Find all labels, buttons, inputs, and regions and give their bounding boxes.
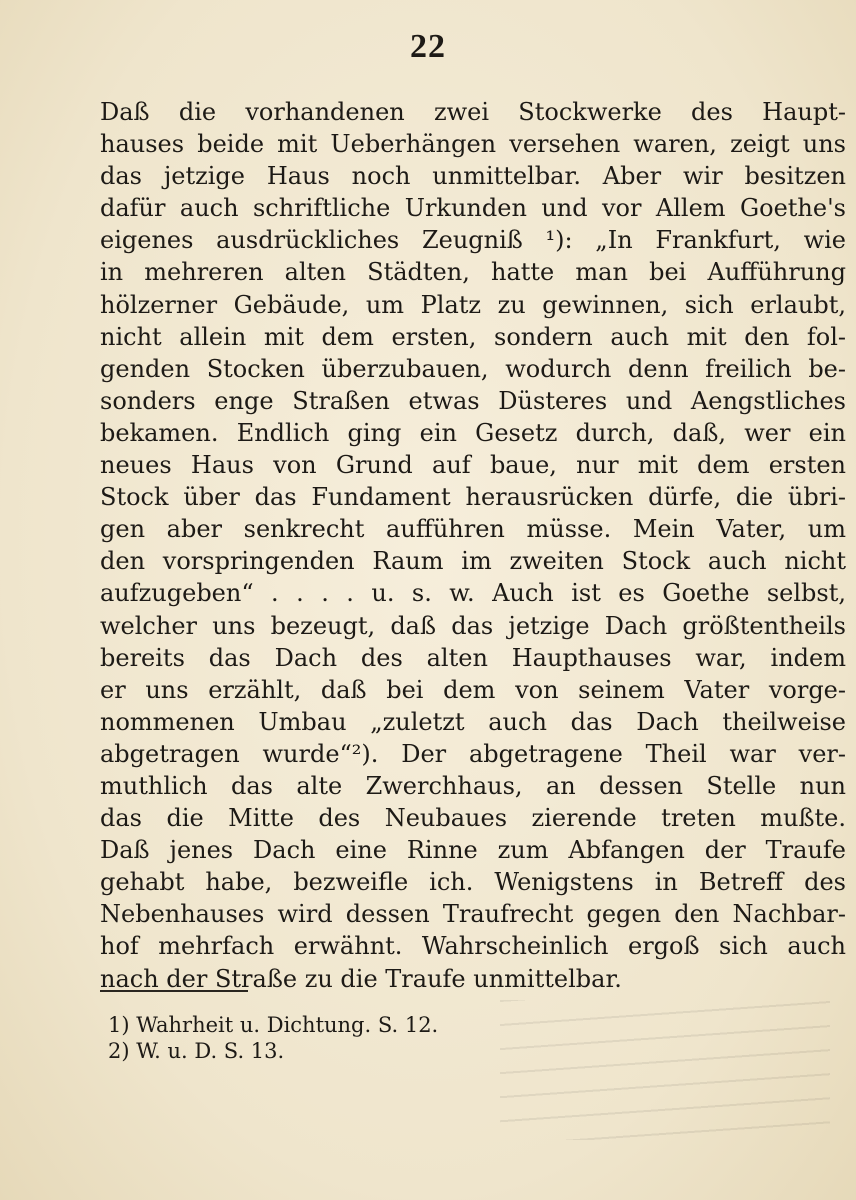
text-line: gen aber senkrecht aufführen müsse. Mein Vater, um (100, 515, 846, 544)
show-through-text (500, 1000, 830, 1140)
text-line: Daß jenes Dach eine Rinne zum Abfangen der Traufe (100, 836, 846, 865)
text-line: gehabt habe, bezweifle ich. Wenigstens in Betreff des (100, 868, 846, 897)
text-line: das jetzige Haus noch unmittelbar. Aber wir besitzen (100, 162, 846, 191)
footnotes (108, 1012, 438, 1064)
text-line: hauses beide mit Ueberhängen versehen waren, zeigt uns (100, 130, 846, 159)
page-number: 22 (410, 28, 446, 65)
text-line: aufzugeben“ . . . . u. s. w. Auch ist es Goethe selbst, (100, 579, 846, 608)
text-line: eigenes ausdrückliches Zeugniß ¹): „In Frankfurt, wie (100, 226, 846, 255)
text-line: neues Haus von Grund auf baue, nur mit dem ersten (100, 451, 846, 480)
text-line: muthlich das alte Zwerchhaus, an dessen Stelle nun (100, 771, 846, 800)
text-line: dafür auch schriftliche Urkunden und vor Allem Goethe's (100, 194, 846, 223)
text-line: hölzerner Gebäude, um Platz zu gewinnen, sich erlaubt, (100, 290, 846, 319)
text-line: Nebenhauses wird dessen Traufrecht gegen den Nachbar- (100, 900, 846, 929)
text-line: Stock über das Fundament herausrücken dürfe, die übri- (100, 483, 846, 512)
text-line: abgetragen wurde“²). Der abgetragene Theil war ver- (100, 739, 846, 768)
text-line: nommenen Umbau „zuletzt auch das Dach theilweise (100, 707, 846, 736)
text-line: er uns erzählt, daß bei dem von seinem Vater vorge- (100, 675, 846, 704)
text-line: in mehreren alten Städten, hatte man bei Aufführung (100, 258, 846, 287)
footnote-divider (100, 990, 248, 992)
text-line: nach der Straße zu die Traufe unmittelbar. (100, 964, 622, 993)
text-line: welcher uns bezeugt, daß das jetzige Dach größtentheils (100, 611, 846, 640)
body-text (100, 96, 846, 995)
footnote-1: 1) Wahrheit u. Dichtung. S. 12. (108, 1013, 439, 1037)
text-line: sonders enge Straßen etwas Düsteres und Aengstliches (100, 386, 846, 415)
text-line: Daß die vorhandenen zwei Stockwerke des Haupt- (100, 98, 846, 126)
text-line: nicht allein mit dem ersten, sondern auch mit den fol- (100, 322, 846, 351)
text-line: genden Stocken überzubauen, wodurch denn freilich be- (100, 354, 846, 383)
text-line: das die Mitte des Neubaues zierende treten mußte. (100, 804, 846, 833)
text-line: hof mehrfach erwähnt. Wahrscheinlich ergoß sich auch (100, 932, 846, 961)
footnote-2: 2) W. u. D. S. 13. (108, 1039, 285, 1063)
text-line: den vorspringenden Raum im zweiten Stock auch nicht (100, 547, 846, 576)
text-line: bekamen. Endlich ging ein Gesetz durch, daß, wer ein (100, 418, 846, 447)
text-line: bereits das Dach des alten Haupthauses war, indem (100, 643, 846, 672)
